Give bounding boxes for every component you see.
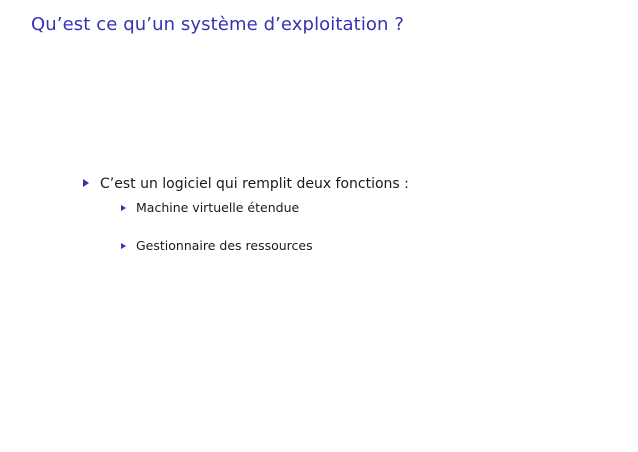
triangle-right-icon	[121, 205, 126, 211]
bullet-item-sub-1	[121, 200, 299, 215]
bullet-item-main	[83, 176, 409, 192]
bullet-text-sub-2: Gestionnaire des ressources	[136, 238, 313, 253]
bullet-item-sub-2	[121, 238, 313, 253]
triangle-right-icon	[121, 243, 126, 249]
triangle-right-icon	[83, 179, 89, 187]
slide-title: Qu’est ce qu’un système d’exploitation ?	[31, 14, 405, 35]
bullet-text-main: C’est un logiciel qui remplit deux fonctions :	[100, 176, 409, 192]
bullet-text-sub-1: Machine virtuelle étendue	[136, 200, 300, 215]
